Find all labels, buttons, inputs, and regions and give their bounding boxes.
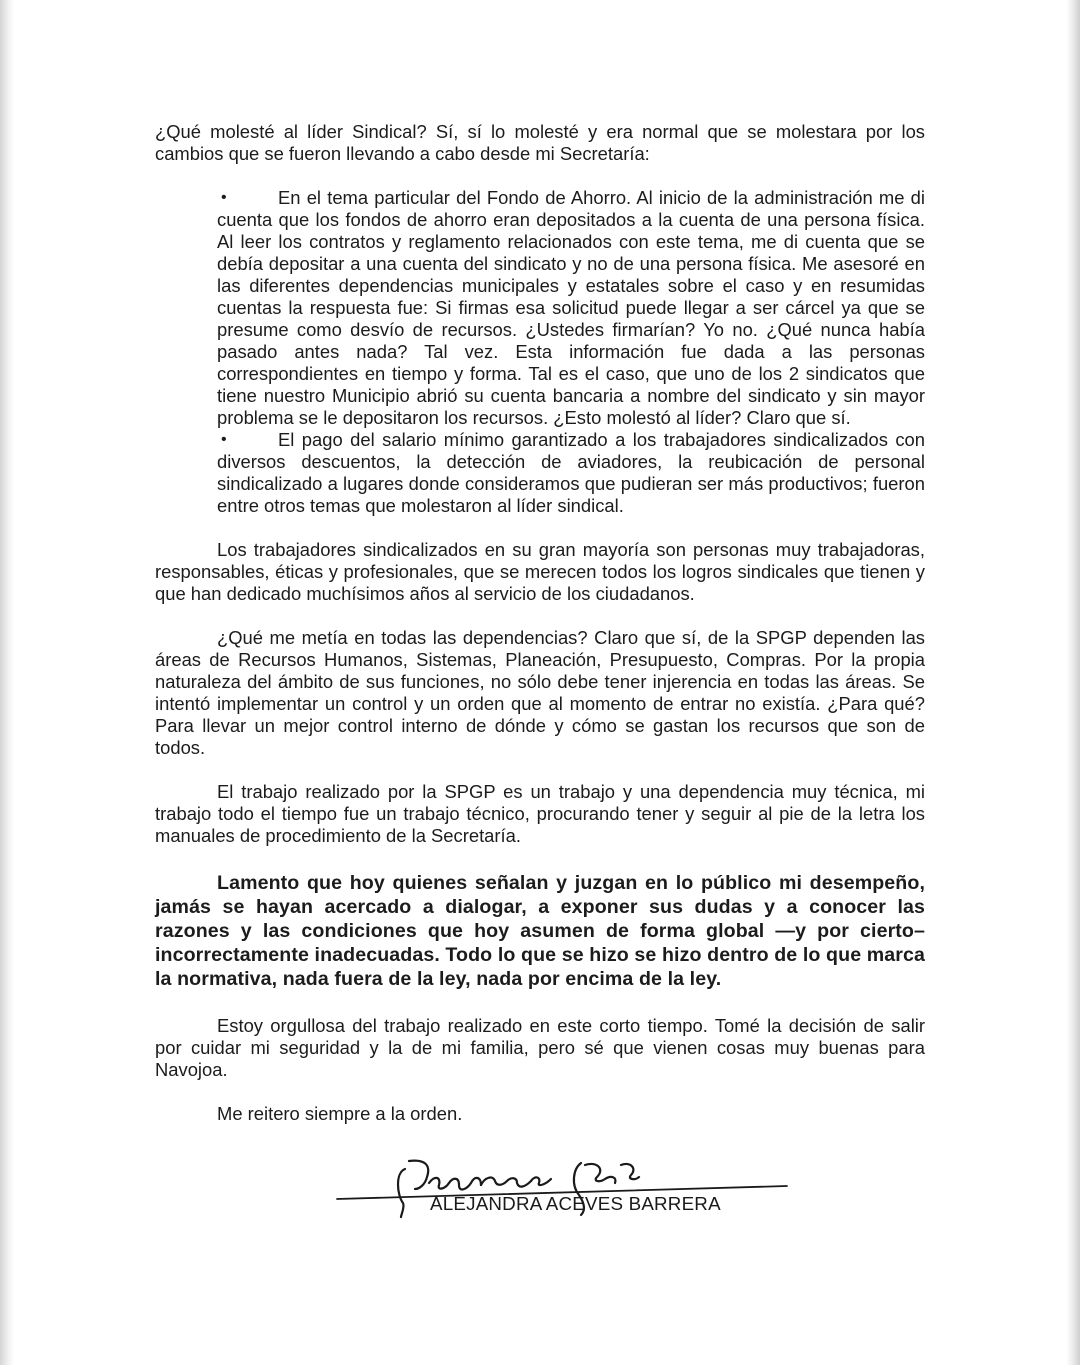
letter-body xyxy=(155,121,925,1125)
bullet-text-salario: El pago del salario mínimo garantizado a los trabajadores sindicalizados con diversos descuentos, la detección de aviadores, la reubicación de personal sindicalizado a lugares donde consideramos que pudieran ser más productivos; fueron entre otros temas que molestaron al líder sindical. xyxy=(217,429,925,516)
bullet-dot: • xyxy=(221,431,227,448)
bullet-list xyxy=(155,187,925,517)
signature-block xyxy=(335,1155,795,1225)
signature-name: ALEJANDRA ACEVES BARRERA xyxy=(430,1193,721,1214)
paragraph-dependencias: ¿Qué me metía en todas las dependencias? Claro que sí, de la SPGP dependen las áreas de Recursos Humanos, Sistemas, Planeación, Presupuesto, Compras. Por la propia naturaleza del ámbito de sus funciones, no sólo debe tener injerencia en todas las áreas. Se intentó implementar un control y un orden que al momento de entrar no existía. ¿Para qué? Para llevar un mejor control interno de dónde y cómo se gastan los recursos que son de todos. xyxy=(155,627,925,758)
paragraph-lamento-bold: Lamento que hoy quienes señalan y juzgan en lo público mi desempeño, jamás se hayan acercado a dialogar, a exponer sus dudas y a conocer las razones y las condiciones que hoy asumen de forma global —y por cierto– incorrectamente inadecuadas. Todo lo que se hizo se hizo dentro de lo que marca la normativa, nada fuera de la ley, nada por encima de la ley. xyxy=(155,872,925,990)
bullet-item-salario xyxy=(217,429,925,517)
scan-left-edge xyxy=(0,0,14,1365)
paragraph-trabajadores: Los trabajadores sindicalizados en su gran mayoría son personas muy trabajadoras, responsables, éticas y profesionales, que se merecen todos los logros sindicales que tienen y que han dedicado muchísimos años al servicio de los ciudadanos. xyxy=(155,539,925,604)
paragraph-sindical-question: ¿Qué molesté al líder Sindical? Sí, sí lo molesté y era normal que se molestara por los cambios que se fueron llevando a cabo desde mi Secretaría: xyxy=(155,121,925,164)
closing-line: Me reitero siempre a la orden. xyxy=(217,1103,463,1124)
scan-right-edge xyxy=(1066,0,1080,1365)
paragraph-orgullosa: Estoy orgullosa del trabajo realizado en este corto tiempo. Tomé la decisión de salir por cuidar mi seguridad y la de mi familia, pero sé que vienen cosas muy buenas para Navojoa. xyxy=(155,1015,925,1080)
bullet-item-fondo-ahorro xyxy=(217,187,925,429)
paragraph-spgp: El trabajo realizado por la SPGP es un trabajo y una dependencia muy técnica, mi trabajo todo el tiempo fue un trabajo técnico, procurando tener y seguir al pie de la letra los manuales de procedimiento de la Secretaría. xyxy=(155,781,925,846)
bullet-dot: • xyxy=(221,189,227,206)
bullet-text-fondo-ahorro: En el tema particular del Fondo de Ahorro. Al inicio de la administración me di cuenta que los fondos de ahorro eran depositados a la cuenta de una persona física. Al leer los contratos y reglamento relacionados con este tema, me di cuenta que se debía depositar a una cuenta del sindicato y no de una persona física. Me asesoré en las diferentes dependencias municipales y estatales sobre el caso y en resumidas cuentas la respuesta fue: Si firmas esa solicitud puede llegar a ser cárcel ya que se presume como desvío de recursos. ¿Ustedes firmarían? Yo no. ¿Qué nunca había pasado antes nada? Tal vez. Esta información fue dada a las personas correspondientes en tiempo y forma. Tal es el caso, que uno de los 2 sindicatos que tiene nuestro Municipio abrió su cuenta bancaria a nombre del sindicato y sin mayor problema se le depositaron los recursos. ¿Esto molestó al líder? Claro que sí. xyxy=(217,187,925,428)
